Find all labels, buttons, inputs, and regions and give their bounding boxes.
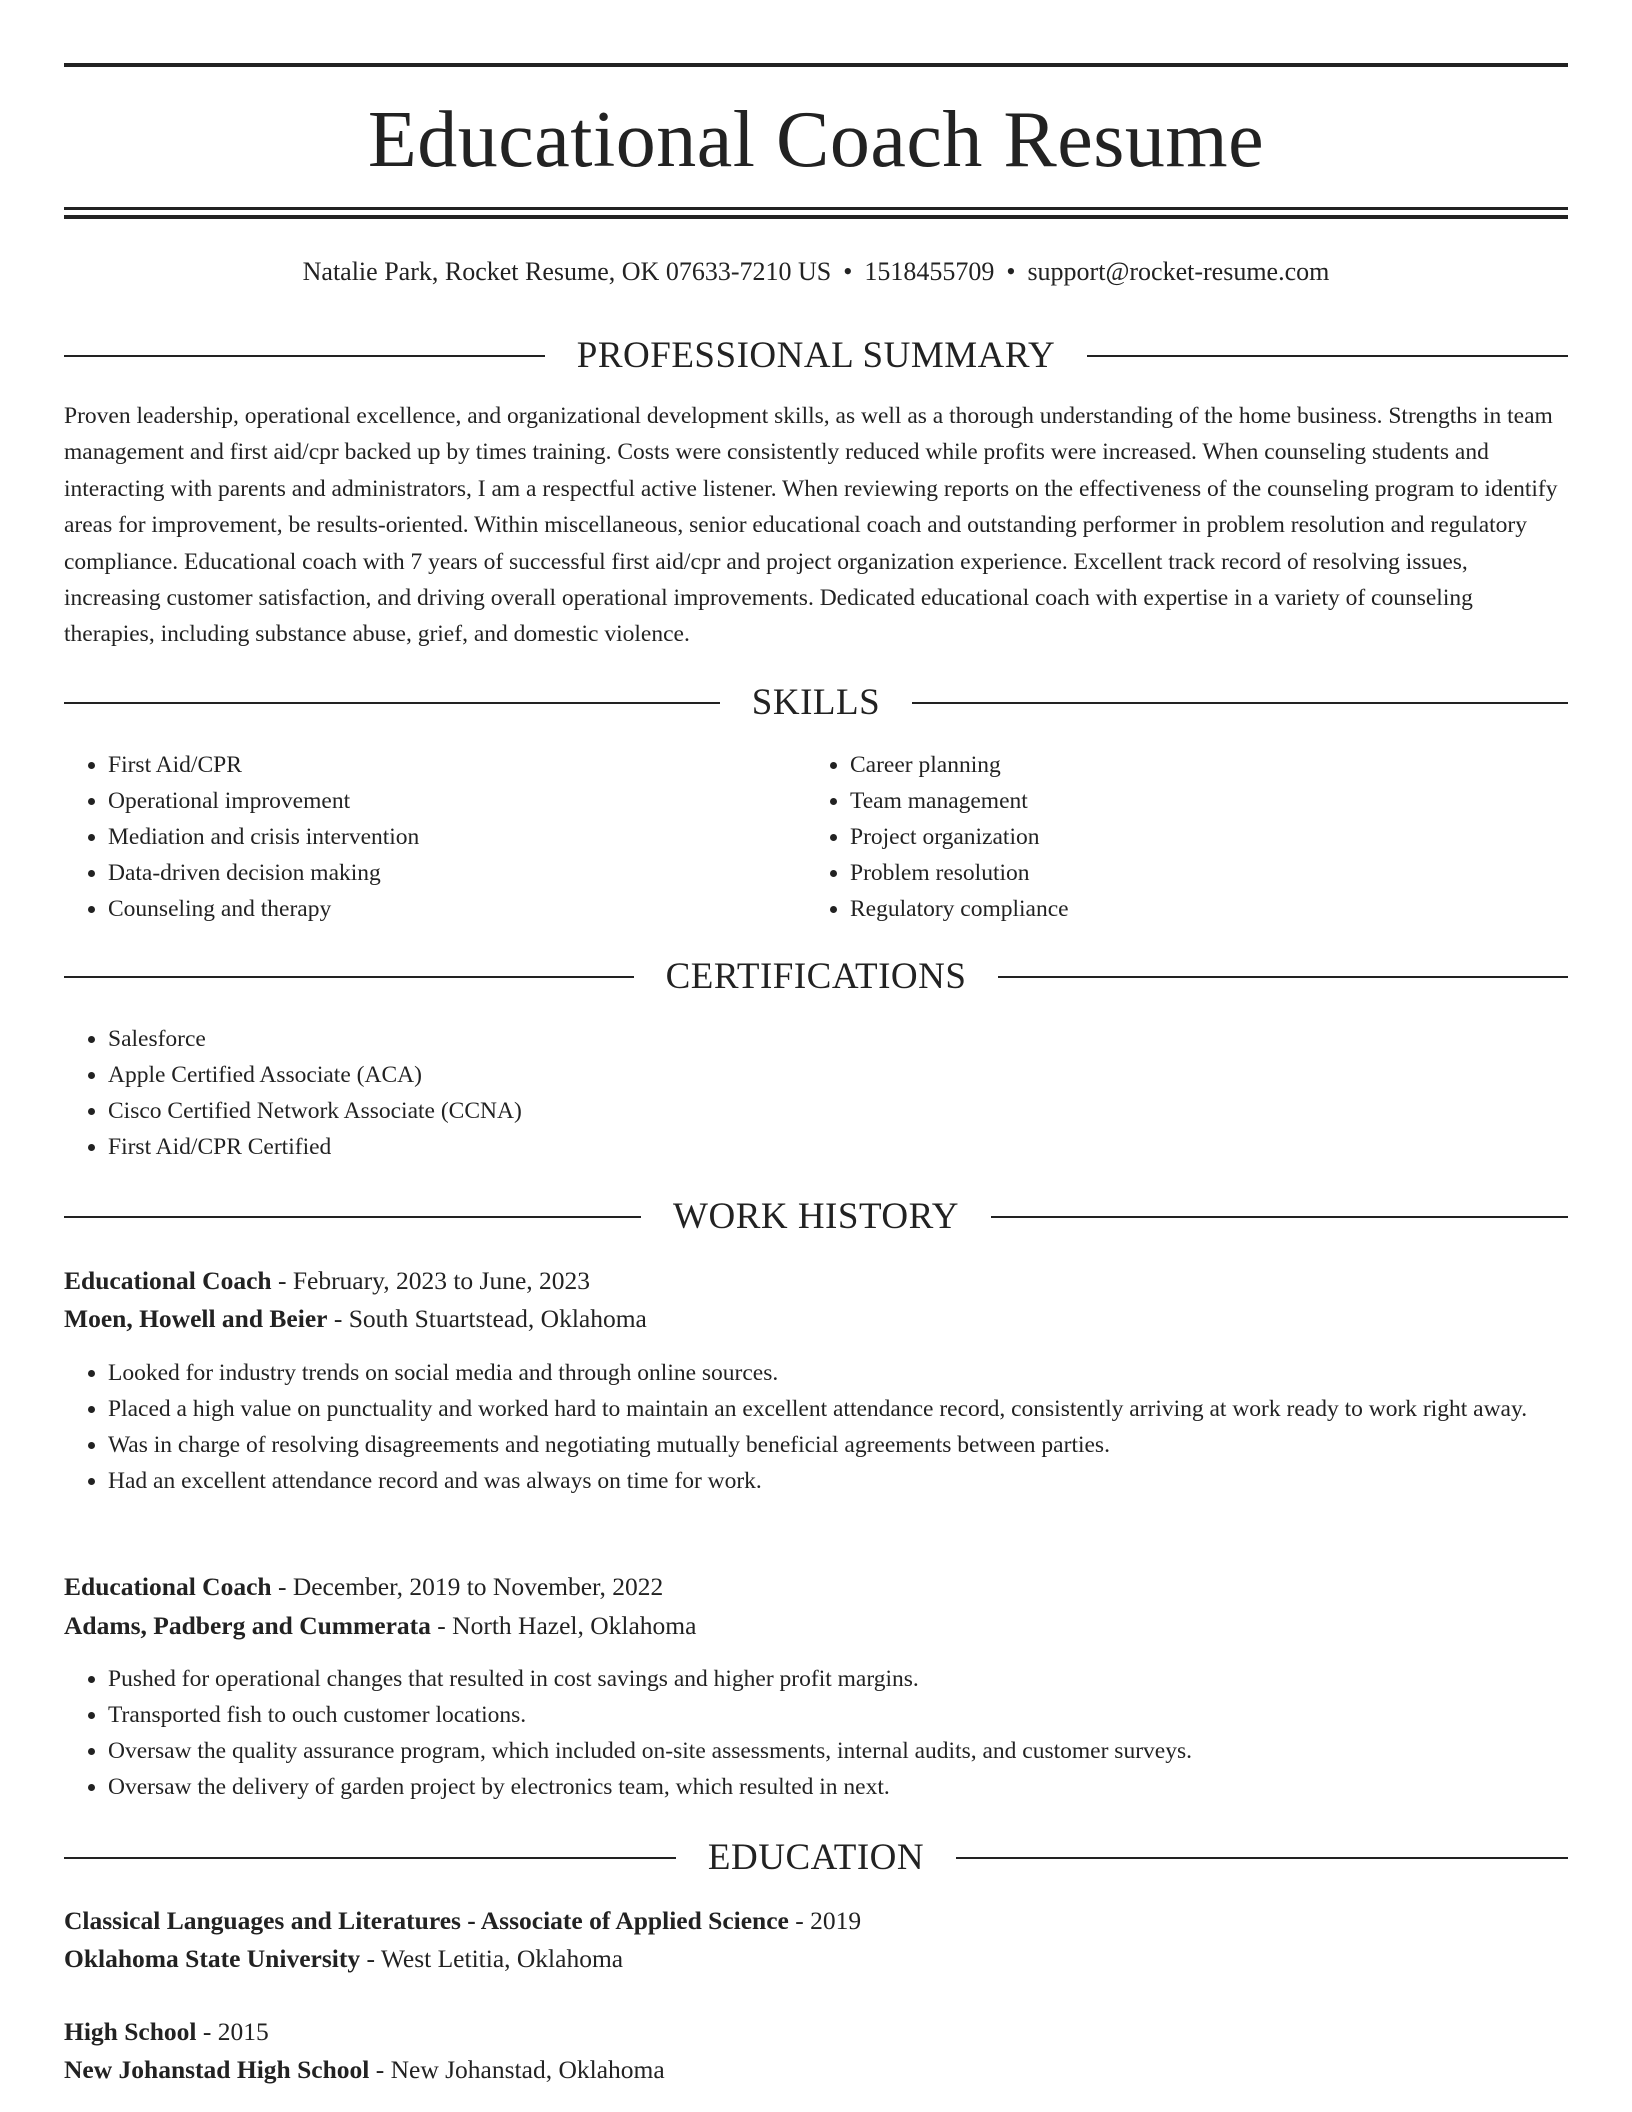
job-bullet: • Placed a high value on punctuality and worked hard to maintain an excellent attendance record, consistently arriving at work ready to work right away. bbox=[108, 1391, 1568, 1427]
skill-item: • Mediation and crisis intervention bbox=[108, 819, 419, 855]
certification-item: • Cisco Certified Network Associate (CCNA) bbox=[108, 1093, 522, 1129]
skill-item: • Project organization bbox=[850, 819, 1069, 855]
job-dates: - February, 2023 to June, 2023 bbox=[271, 1266, 591, 1295]
contact-phone: 1518455709 bbox=[864, 257, 995, 286]
certification-item: • Salesforce bbox=[108, 1021, 522, 1057]
education-school-line bbox=[64, 1940, 1568, 1978]
section-certifications-heading bbox=[64, 955, 1568, 999]
heading-rule bbox=[64, 702, 720, 704]
certification-item: • First Aid/CPR Certified bbox=[108, 1129, 522, 1165]
job-dates: - December, 2019 to November, 2022 bbox=[271, 1572, 664, 1601]
section-education-label: EDUCATION bbox=[707, 1837, 925, 1878]
job-title-line bbox=[64, 1568, 1568, 1606]
job-bullet: • Oversaw the delivery of garden project by electronics team, which resulted in next. bbox=[108, 1769, 1568, 1805]
heading-rule bbox=[1087, 355, 1568, 357]
skill-item: • Career planning bbox=[850, 747, 1069, 783]
education-school: New Johanstad High School bbox=[64, 2055, 370, 2084]
education-degree: Classical Languages and Literatures - Associate of Applied Science bbox=[64, 1906, 789, 1935]
contact-separator: • bbox=[1006, 257, 1016, 286]
certifications-list bbox=[64, 1021, 522, 1165]
job-company: Adams, Padberg and Cummerata bbox=[64, 1611, 431, 1640]
skill-item: • First Aid/CPR bbox=[108, 747, 419, 783]
job-title: Educational Coach bbox=[64, 1572, 272, 1601]
education-degree: High School bbox=[64, 2017, 197, 2046]
resume-title: Educational Coach Resume bbox=[367, 96, 1265, 184]
section-summary-label: PROFESSIONAL SUMMARY bbox=[576, 335, 1056, 376]
skill-item: • Regulatory compliance bbox=[850, 891, 1069, 927]
job-location: - South Stuartstead, Oklahoma bbox=[327, 1304, 647, 1333]
contact-address: Natalie Park, Rocket Resume, OK 07633-7210 US bbox=[302, 257, 832, 286]
skill-item: • Counseling and therapy bbox=[108, 891, 419, 927]
heading-rule bbox=[64, 976, 634, 978]
job-bullets bbox=[64, 1661, 1568, 1805]
contact-email: support@rocket-resume.com bbox=[1027, 257, 1330, 286]
education-location: - New Johanstad, Oklahoma bbox=[369, 2055, 665, 2084]
job-company: Moen, Howell and Beier bbox=[64, 1304, 328, 1333]
job-bullet: • Pushed for operational changes that resulted in cost savings and higher profit margins. bbox=[108, 1661, 1568, 1697]
job-bullet: • Transported fish to ouch customer locations. bbox=[108, 1697, 1568, 1733]
education-degree-line bbox=[64, 2013, 1568, 2051]
section-work-label: WORK HISTORY bbox=[673, 1196, 959, 1237]
section-work-heading bbox=[64, 1195, 1568, 1239]
education-school: Oklahoma State University bbox=[64, 1944, 361, 1973]
section-certifications-label: CERTIFICATIONS bbox=[665, 956, 967, 997]
job-title: Educational Coach bbox=[64, 1266, 272, 1295]
contact-line bbox=[64, 254, 1568, 290]
heading-rule bbox=[64, 1857, 676, 1859]
education-year: - 2019 bbox=[788, 1906, 862, 1935]
job-bullet: • Was in charge of resolving disagreements and negotiating mutually beneficial agreements between parties. bbox=[108, 1427, 1568, 1463]
skills-list-left bbox=[64, 747, 419, 927]
top-rule bbox=[64, 63, 1568, 67]
contact-separator: • bbox=[843, 257, 853, 286]
job-title-line bbox=[64, 1262, 1568, 1300]
job-bullet: • Oversaw the quality assurance program, which included on-site assessments, internal audits, and customer surveys. bbox=[108, 1733, 1568, 1769]
heading-rule bbox=[912, 702, 1568, 704]
education-location: - West Letitia, Oklahoma bbox=[360, 1944, 624, 1973]
job-bullets bbox=[64, 1355, 1568, 1499]
skill-item: • Data-driven decision making bbox=[108, 855, 419, 891]
section-summary-heading bbox=[64, 334, 1568, 378]
skill-item: • Operational improvement bbox=[108, 783, 419, 819]
job-company-line bbox=[64, 1300, 1568, 1338]
education-degree-line bbox=[64, 1902, 1568, 1940]
job-bullet: • Had an excellent attendance record and was always on time for work. bbox=[108, 1463, 1568, 1499]
title-double-rule bbox=[64, 207, 1568, 219]
job-company-line bbox=[64, 1607, 1568, 1645]
heading-rule bbox=[998, 976, 1568, 978]
skill-item: • Problem resolution bbox=[850, 855, 1069, 891]
heading-rule bbox=[64, 355, 545, 357]
heading-rule bbox=[991, 1216, 1568, 1218]
education-school-line bbox=[64, 2051, 1568, 2089]
section-skills-heading bbox=[64, 681, 1568, 725]
section-skills-label: SKILLS bbox=[751, 682, 881, 723]
heading-rule bbox=[956, 1857, 1568, 1859]
skill-item: • Team management bbox=[850, 783, 1069, 819]
skills-list-right bbox=[806, 747, 1069, 927]
certification-item: • Apple Certified Associate (ACA) bbox=[108, 1057, 522, 1093]
education-year: - 2015 bbox=[196, 2017, 269, 2046]
job-location: - North Hazel, Oklahoma bbox=[430, 1611, 697, 1640]
heading-rule bbox=[64, 1216, 641, 1218]
section-education-heading bbox=[64, 1836, 1568, 1880]
job-bullet: • Looked for industry trends on social media and through online sources. bbox=[108, 1355, 1568, 1391]
summary-paragraph: Proven leadership, operational excellence, and organizational development skills, as well as a thorough understanding of the home business. Strengths in team management and first aid/cpr backed up by times training. Costs were consistently reduced while profits were increased. When counseling students and interacting with parents and administrators, I am a respectful active listener. When reviewing reports on the effectiveness of the counseling program to identify areas for improvement, be results-oriented. Within miscellaneous, senior educational coach and outstanding performer in problem resolution and regulatory compliance. Educational coach with 7 years of successful first aid/cpr and project organization experience. Excellent track record of resolving issues, increasing customer satisfaction, and driving overall operational improvements. Dedicated educational coach with expertise in a variety of counseling therapies, including substance abuse, grief, and domestic violence. bbox=[64, 403, 1558, 648]
